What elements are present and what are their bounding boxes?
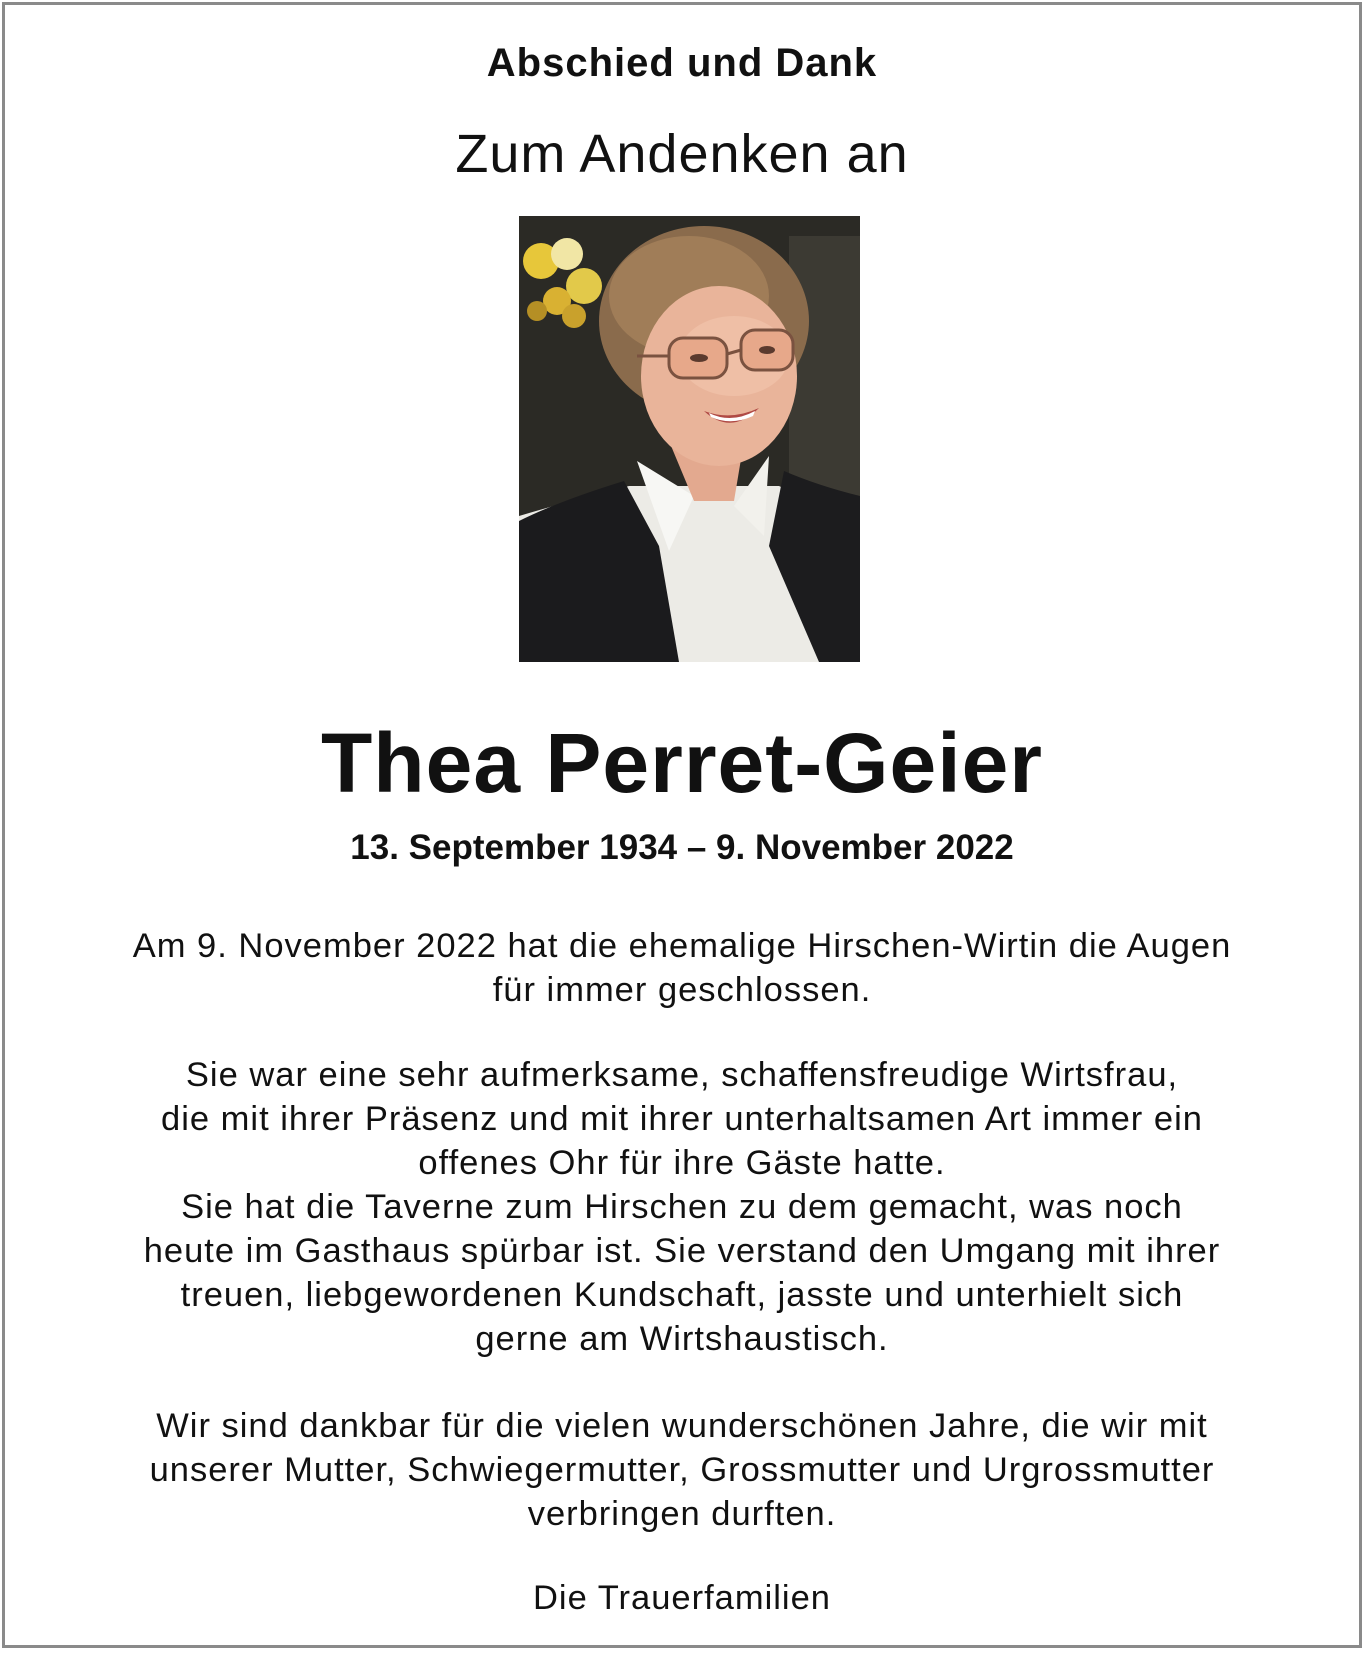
- paragraph-3-line-2: unserer Mutter, Schwiegermutter, Grossmutter und Urgrossmutter: [149, 1451, 1215, 1489]
- paragraph-1-line-2: für immer geschlossen.: [492, 971, 872, 1009]
- deceased-name: Thea Perret-Geier: [321, 716, 1043, 810]
- paragraph-3-line-1: Wir sind dankbar für die vielen wunderschönen Jahre, die wir mit: [156, 1407, 1208, 1445]
- life-dates: 13. September 1934 – 9. November 2022: [350, 828, 1014, 867]
- obituary-notice: [2, 2, 1362, 1648]
- notice-intro: Zum Andenken an: [455, 124, 909, 184]
- portrait-photo: [519, 216, 860, 662]
- paragraph-2-line-5: heute im Gasthaus spürbar ist. Sie verstand den Umgang mit ihrer: [143, 1232, 1221, 1270]
- paragraph-2-line-6: treuen, liebgewordenen Kundschaft, jasste und unterhielt sich: [180, 1276, 1184, 1314]
- paragraph-2-line-4: Sie hat die Taverne zum Hirschen zu dem gemacht, was noch: [181, 1188, 1183, 1226]
- paragraph-2-line-2: die mit ihrer Präsenz und mit ihrer unterhaltsamen Art immer ein: [161, 1100, 1203, 1138]
- paragraph-2-line-1: Sie war eine sehr aufmerksame, schaffensfreudige Wirtsfrau,: [185, 1056, 1179, 1094]
- signature: Die Trauerfamilien: [533, 1579, 831, 1617]
- notice-heading: Abschied und Dank: [486, 41, 878, 85]
- paragraph-2-line-7: gerne am Wirtshaustisch.: [475, 1320, 889, 1358]
- paragraph-1-line-1: Am 9. November 2022 hat die ehemalige Hirschen-Wirtin die Augen: [132, 927, 1232, 965]
- paragraph-2-line-3: offenes Ohr für ihre Gäste hatte.: [418, 1144, 946, 1182]
- paragraph-3-line-3: verbringen durften.: [527, 1495, 837, 1533]
